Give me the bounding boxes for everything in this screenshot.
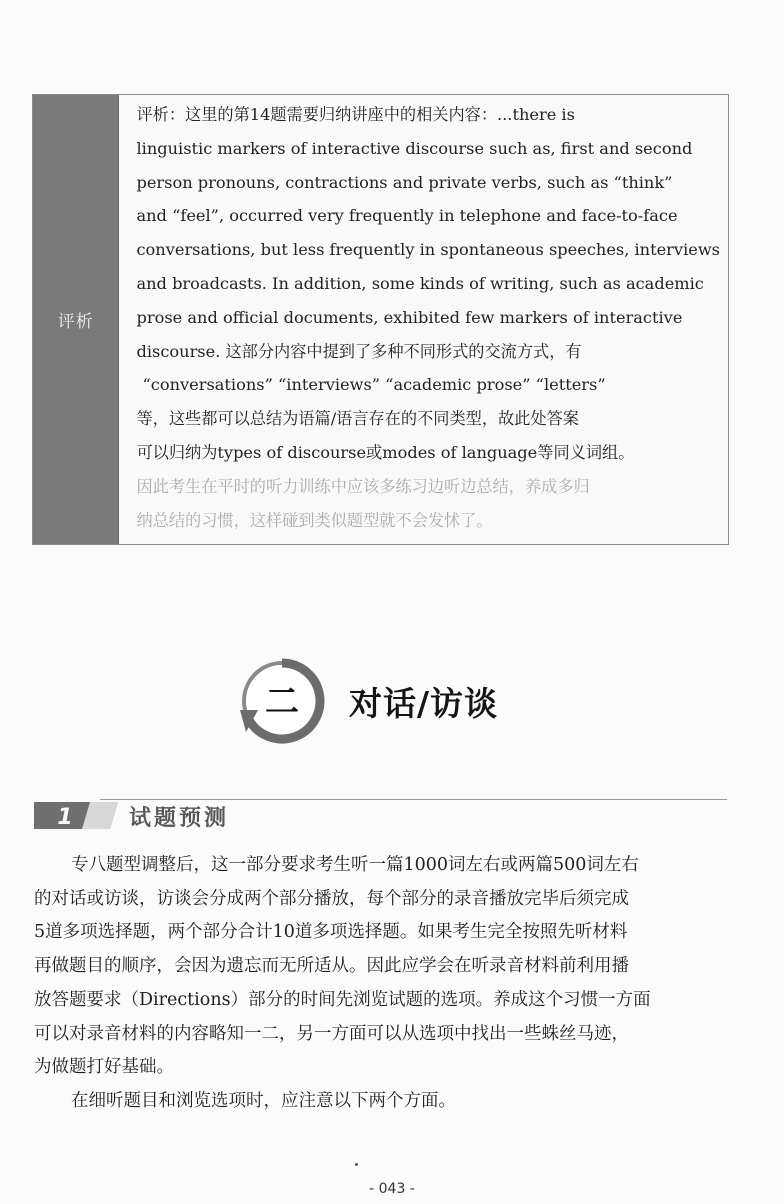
analysis-line: and broadcasts. In addition, some kinds of writing, such as academic <box>136 273 704 293</box>
analysis-line: prose and official documents, exhibited few markers of interactive <box>136 307 683 327</box>
section-heading <box>238 656 528 748</box>
section-title: 对话/访谈 <box>349 684 499 723</box>
page-number: - 043 - <box>369 1181 415 1197</box>
body-line: 再做题目的顺序，会因为遗忘而无所适从。因此应学会在听录音材料前利用播 <box>34 956 629 977</box>
body-line: 的对话或访谈，访谈会分成两个部分播放，每个部分的录音播放完毕后须完成 <box>34 888 629 909</box>
analysis-line: discourse. 这部分内容中提到了多种不同形式的交流方式，有 <box>136 341 582 361</box>
section-badge-icon <box>238 656 328 746</box>
section-badge-text: 二 <box>265 682 299 722</box>
analysis-label: 评析 <box>57 312 94 332</box>
analysis-line: 因此考生在平时的听力训练中应该多练习边听边总结，养成多归 <box>136 476 590 496</box>
body-line: 为做题打好基础。 <box>34 1057 174 1078</box>
analysis-line: “conversations” “interviews” “academic prose” “letters” <box>142 375 606 395</box>
body-line: 放答题要求（Directions）部分的时间先浏览试题的选项。养成这个习惯一方面 <box>34 989 651 1010</box>
body-line: 5道多项选择题，两个部分合计10道多项选择题。如果考生完全按照先听材料 <box>34 922 628 943</box>
subsection-number-icon <box>34 802 118 829</box>
analysis-line: 可以归纳为types of discourse或modes of language等同义词组。 <box>136 442 635 462</box>
analysis-box <box>32 94 729 545</box>
subsection-number: 1 <box>57 805 73 829</box>
analysis-line: person pronouns, contractions and private verbs, such as “think” <box>136 172 673 192</box>
analysis-line: linguistic markers of interactive discourse such as, first and second <box>136 138 693 158</box>
analysis-line: 纳总结的习惯，这样碰到类似题型就不会发怵了。 <box>136 510 493 530</box>
analysis-text <box>119 95 728 544</box>
body-text <box>34 849 728 1119</box>
page-dot <box>355 1163 358 1166</box>
subsection-title: 试题预测 <box>129 806 230 831</box>
body-line: 专八题型调整后，这一部分要求考生听一篇1000词左右或两篇500词左右 <box>71 855 639 875</box>
body-line: 可以对录音材料的内容略知一二，另一方面可以从选项中找出一些蛛丝马迹， <box>34 1023 629 1044</box>
analysis-line: conversations, but less frequently in spontaneous speeches, interviews <box>136 240 720 260</box>
analysis-line: 等，这些都可以总结为语篇/语言存在的不同类型，故此处答案 <box>136 409 579 429</box>
analysis-line: 评析：这里的第14题需要归纳讲座中的相关内容：...there is <box>136 105 575 124</box>
analysis-line: and “feel”, occurred very frequently in telephone and face-to-face <box>136 206 678 226</box>
subsection-rule <box>100 799 727 800</box>
analysis-sidebar <box>33 95 119 544</box>
body-line: 在细听题目和浏览选项时，应注意以下两个方面。 <box>71 1090 456 1111</box>
subsection-heading <box>34 797 727 833</box>
